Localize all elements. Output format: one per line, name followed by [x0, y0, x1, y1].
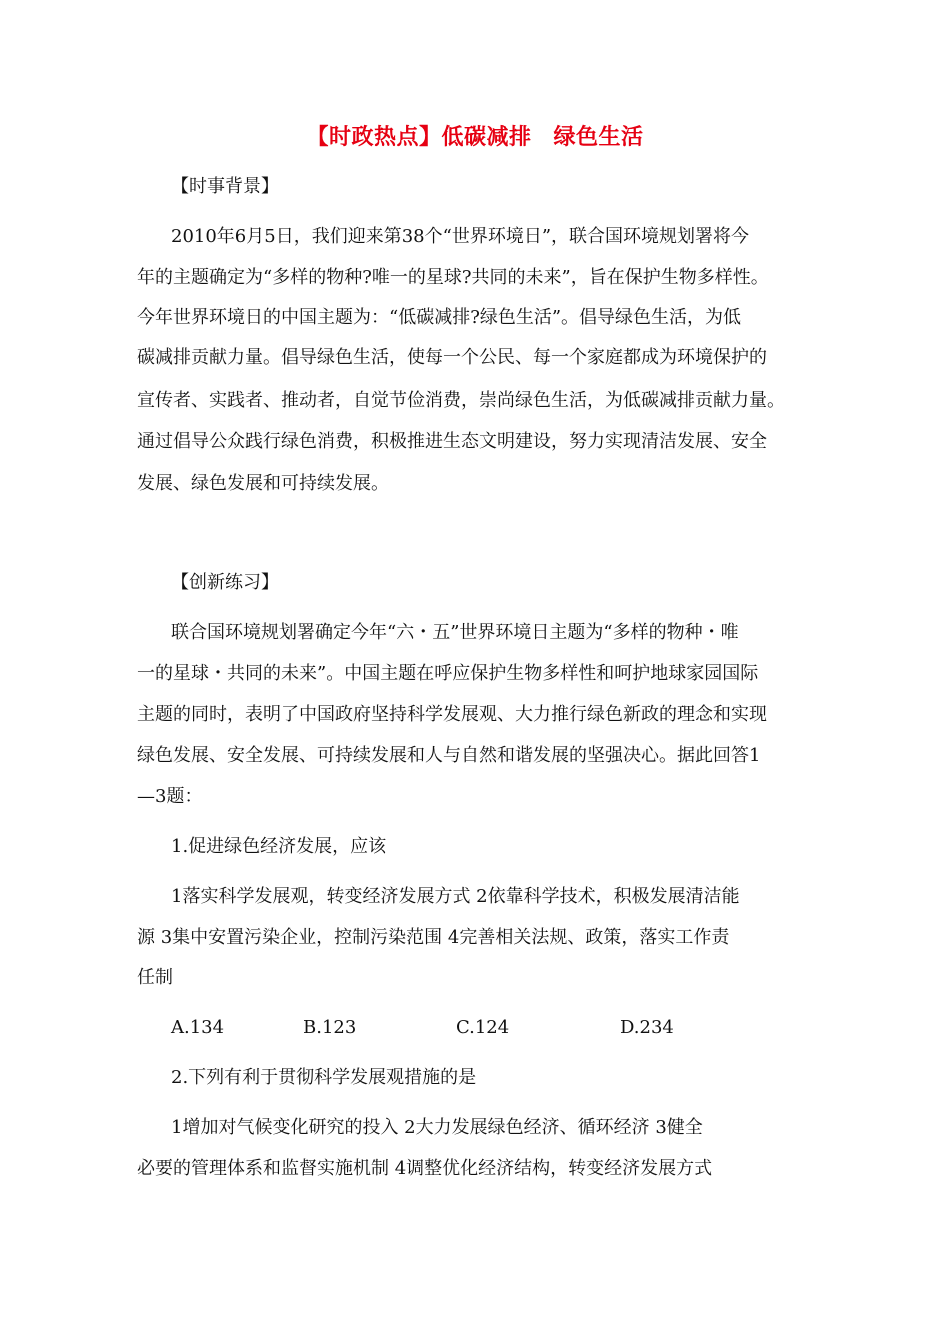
option-a: A.134: [171, 1017, 225, 1038]
question-2-stem: 2.下列有利于贯彻科学发展观措施的是: [171, 1067, 477, 1088]
title-part-1: 【时政热点】低碳减排: [306, 124, 532, 150]
page-title: [0, 120, 950, 151]
title-part-2: 绿色生活: [553, 124, 644, 150]
question-1-statement-line: 任制: [137, 967, 173, 988]
question-1-statement-line: 源 3集中安置污染企业，控制污染范围 4完善相关法规、政策，落实工作责: [137, 927, 730, 948]
background-paragraph-line: 通过倡导公众践行绿色消费，积极推进生态文明建设，努力实现清洁发展、安全: [137, 431, 767, 452]
practice-heading: 【创新练习】: [171, 572, 279, 593]
practice-paragraph-line: 绿色发展、安全发展、可持续发展和人与自然和谐发展的坚强决心。据此回答1: [137, 745, 761, 766]
background-paragraph-line: 今年世界环境日的中国主题为：“低碳减排?绿色生活”。倡导绿色生活，为低: [137, 307, 742, 328]
option-c: C.124: [456, 1017, 510, 1038]
background-paragraph-line: 碳减排贡献力量。倡导绿色生活，使每一个公民、每一个家庭都成为环境保护的: [137, 347, 767, 368]
option-d: D.234: [620, 1017, 674, 1038]
question-2-statement-line: 1增加对气候变化研究的投入 2大力发展绿色经济、循环经济 3健全: [171, 1117, 703, 1138]
option-b: B.123: [303, 1017, 357, 1038]
question-1-statement-line: 1落实科学发展观，转变经济发展方式 2依靠科学技术，积极发展清洁能: [171, 886, 740, 907]
background-paragraph-line: 2010年6月5日，我们迎来第38个“世界环境日”，联合国环境规划署将今: [171, 226, 750, 247]
background-heading: 【时事背景】: [171, 176, 279, 197]
background-paragraph-line: 年的主题确定为“多样的物种?唯一的星球?共同的未来”，旨在保护生物多样性。: [137, 267, 769, 288]
practice-paragraph-line: —3题：: [137, 786, 203, 807]
background-paragraph-line: 发展、绿色发展和可持续发展。: [137, 473, 389, 494]
practice-paragraph-line: 一的星球・共同的未来”。中国主题在呼应保护生物多样性和呵护地球家园国际: [137, 663, 759, 684]
question-1-options: [171, 1016, 861, 1040]
background-paragraph-line: 宣传者、实践者、推动者，自觉节俭消费，崇尚绿色生活，为低碳减排贡献力量。: [137, 390, 785, 411]
question-2-statement-line: 必要的管理体系和监督实施机制 4调整优化经济结构，转变经济发展方式: [137, 1158, 713, 1179]
practice-paragraph-line: 联合国环境规划署确定今年“六・五”世界环境日主题为“多样的物种・唯: [171, 622, 739, 643]
practice-paragraph-line: 主题的同时，表明了中国政府坚持科学发展观、大力推行绿色新政的理念和实现: [137, 704, 767, 725]
question-1-stem: 1.促进绿色经济发展，应该: [171, 836, 387, 857]
